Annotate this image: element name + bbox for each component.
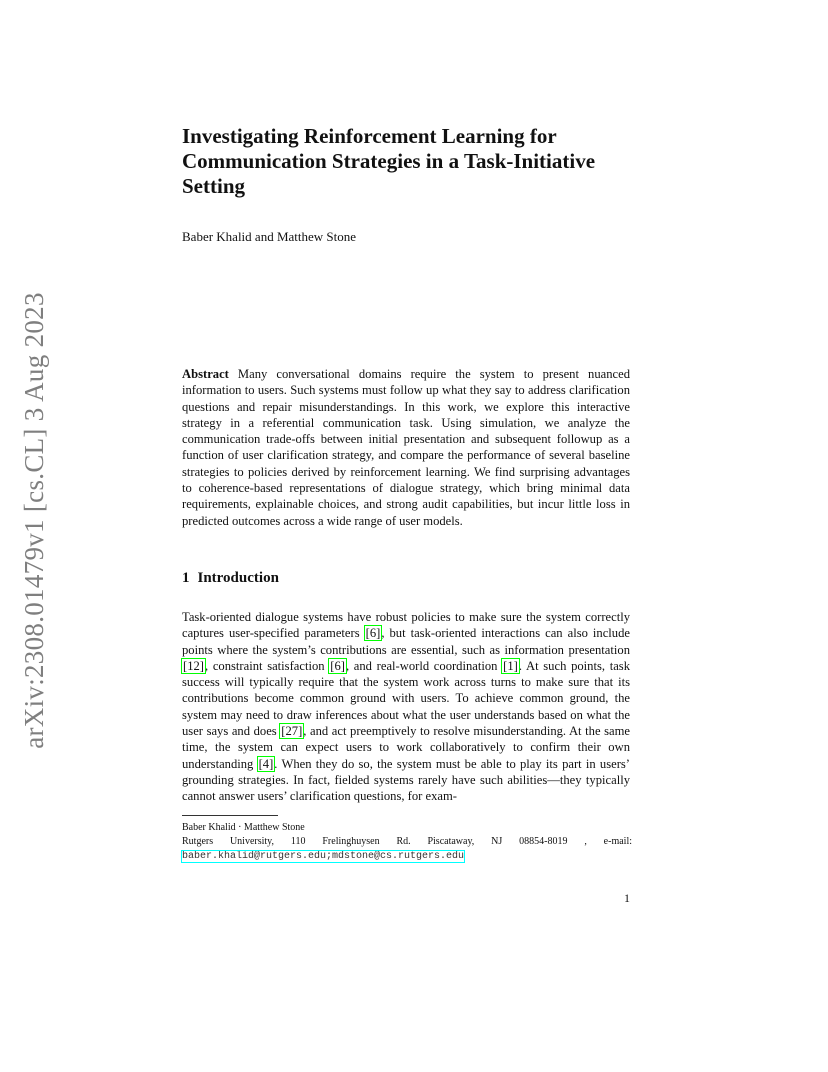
intro-text: , but task-oriented interactions can also include points where the system’s contributions are essential, such as information presentation <box>182 626 630 657</box>
intro-text: , and real-world coordination <box>345 658 503 673</box>
footnote-authors: Baber Khalid · Matthew Stone <box>182 822 305 833</box>
page-number: 1 <box>624 891 630 905</box>
arxiv-identifier: arXiv:2308.01479v1 [cs.CL] 3 Aug 2023 <box>18 291 49 749</box>
author-list: Baber Khalid and Matthew Stone <box>182 229 357 244</box>
intro-text: , constraint satisfaction <box>204 658 330 673</box>
section-number: 1 <box>182 570 190 586</box>
citation-link[interactable]: [1] <box>503 658 518 673</box>
citation-link[interactable]: [4] <box>258 756 274 771</box>
intro-text: . When they do so, the system must be able to play its part in users’ grounding strategies. In fact, fielded systems rarely have such abilities—they typically cannot answer users’ clarification questions, for exam- <box>182 756 630 804</box>
footnote-divider <box>182 815 278 816</box>
email-link[interactable]: baber.khalid@rutgers.edu;mdstone@cs.rutgers.edu <box>182 851 465 862</box>
citation-link[interactable]: [6] <box>365 626 381 641</box>
citation-link[interactable]: [6] <box>330 658 345 673</box>
title-line: Investigating Reinforcement Learning for <box>182 124 557 148</box>
citation-link[interactable]: [27] <box>281 724 303 739</box>
abstract <box>182 366 630 529</box>
footnote <box>182 821 632 864</box>
paper-title <box>182 124 642 199</box>
abstract-label: Abstract <box>182 367 229 381</box>
introduction-paragraph <box>182 609 630 805</box>
section-heading <box>182 570 279 587</box>
title-line: Communication Strategies in a Task-Initiative <box>182 149 596 173</box>
intro-text: Task-oriented dialogue systems have robust policies to make sure the system correctly captures user-specified parameters <box>182 610 630 641</box>
intro-text: . At such points, task success will typically require that the system work across turns to make sure that its contributions become common ground with users. To achieve common ground, the system may need to draw inferences about what the user understands based on what the user says and does <box>182 658 630 739</box>
arxiv-sidebar <box>14 290 54 750</box>
affiliation-text: Rutgers University, 110 Frelinghuysen Rd. Piscataway, NJ 08854-8019 , e-mail: <box>182 836 632 847</box>
section-title: Introduction <box>197 570 279 586</box>
abstract-text: Many conversational domains require the system to present nuanced information to users. Such systems must follow up what they say to address clarification questions and repair misunderstandings. In this work, we explore this interactive strategy in a referential communication task. Using simulation, we analyze the communication trade-offs between initial presentation and subsequent followup as a function of user clarification strategy, and compare the performance of several baseline strategies to policies derived by reinforcement learning. We find surprising advantages to coherence-based representations of dialogue strategy, which bring minimal data requirements, explainable choices, and strong audit capabilities, but incur little loss in predicted outcomes across a wide range of user models. <box>182 367 630 528</box>
citation-link[interactable]: [12] <box>183 658 204 673</box>
intro-text: , and act preemptively to resolve misunderstanding. At the same time, the system can expect users to work collaboratively to confirm their own understanding <box>182 724 630 771</box>
title-line: Setting <box>182 174 245 198</box>
footnote-affiliation <box>182 835 632 864</box>
